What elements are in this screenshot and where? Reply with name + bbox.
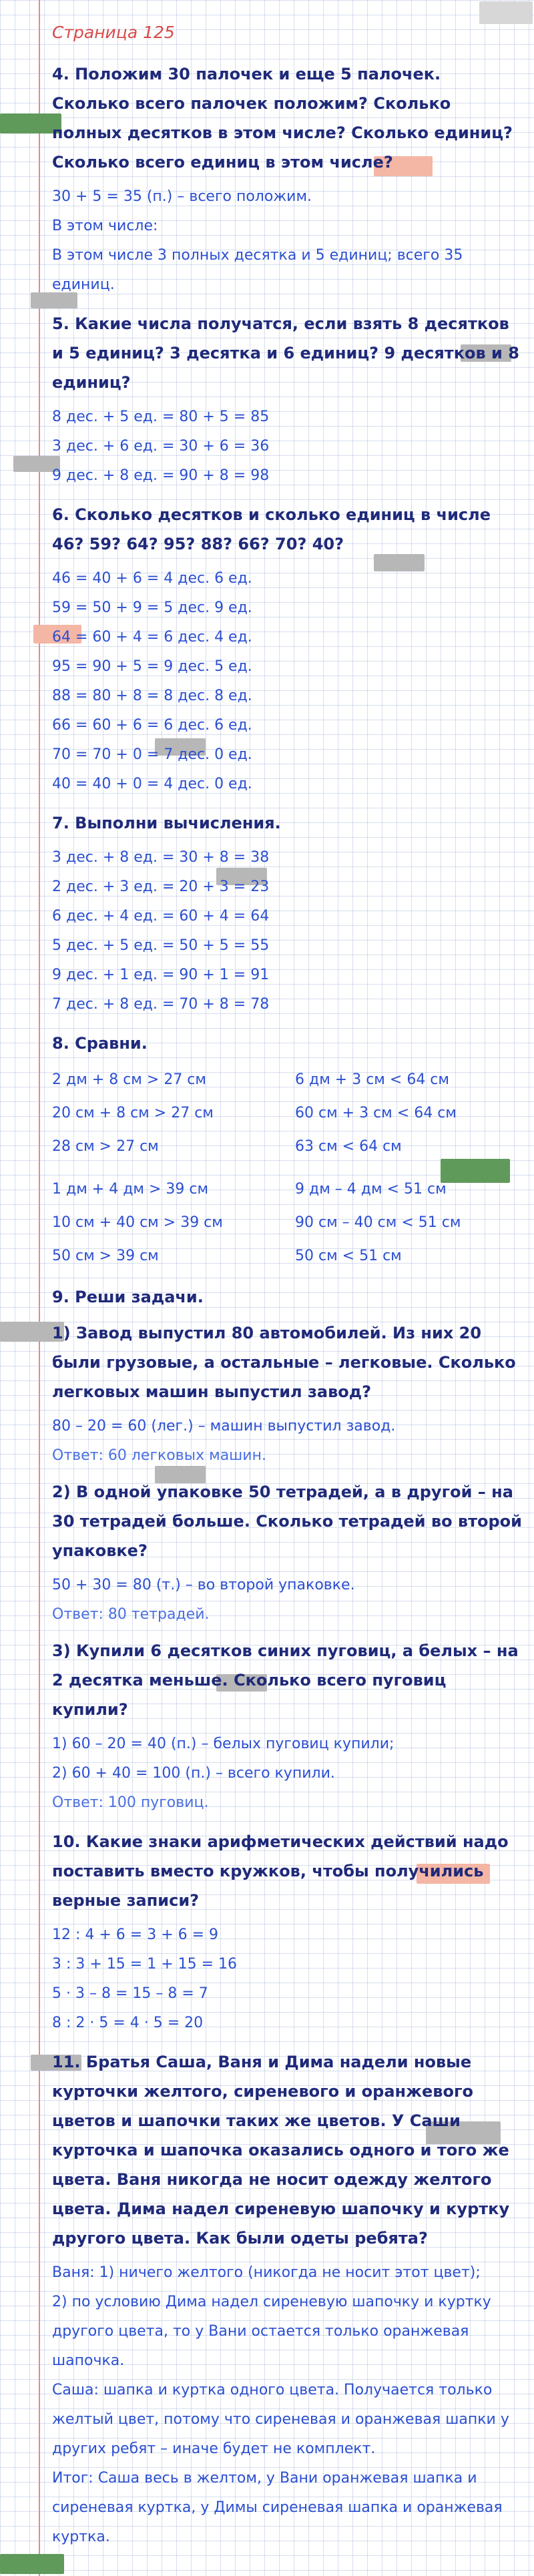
solution-line: 59 = 50 + 9 = 5 дес. 9 ед.: [52, 599, 252, 616]
solution-line: Саша: шапка и куртка одного цвета. Получается только желтый цвет, потому что сиреневая и оранжевая шапки у других ребят – иначе будет не комплект.: [52, 2382, 509, 2457]
page-title: Страница 125: [52, 23, 175, 42]
task-8-block: [52, 1029, 522, 1273]
solution-line: 9 дес. + 1 ед. = 90 + 1 = 91: [52, 967, 270, 983]
solution-line: 95 = 90 + 5 = 9 дес. 5 ед.: [52, 658, 252, 675]
comparison-right: 9 дм – 4 дм < 51 см: [295, 1181, 447, 1198]
solution-line: 2) 60 + 40 = 100 (п.) – всего купили.: [52, 1765, 335, 1782]
solution-line: 2 дес. + 3 ед. = 20 + 3 = 23: [52, 878, 270, 895]
solution-line: 70 = 70 + 0 = 7 дес. 0 ед.: [52, 746, 252, 763]
task-11-block: [52, 2047, 522, 2552]
task-6-block: [52, 500, 522, 799]
solution-line: 64 = 60 + 4 = 6 дес. 4 ед.: [52, 629, 252, 646]
task-question: 6. Сколько десятков и сколько единиц в числе 46? 59? 64? 95? 88? 66? 70? 40?: [52, 505, 491, 553]
solution-line: 2) по условию Дима надел сиреневую шапочку и куртку другого цвета, то у Вани остается только оранжевая шапочка.: [52, 2294, 491, 2369]
solution-line: В этом числе:: [52, 218, 158, 234]
comparison-grid: [52, 1063, 522, 1164]
comparison-right: 63 см < 64 см: [295, 1138, 402, 1155]
solution-line: 8 дес. + 5 ед. = 80 + 5 = 85: [52, 409, 270, 425]
task-9-block: [52, 1282, 522, 1818]
comparison-right: 6 дм + 3 см < 64 см: [295, 1071, 449, 1088]
task-question: 11. Братья Саша, Ваня и Дима надели новые курточки желтого, сиреневого и оранжевого цветов и шапочки таких же цветов. У Саши курточка и шапочка оказались одного и того же цвета. Ваня никогда не носит одежду желтого цвета. Дима надел сиреневую шапочку и куртку другого цвета. Как были одеты ребята?: [52, 2053, 510, 2248]
decorative-stripe: [479, 1, 533, 24]
solution-line: Итог: Саша весь в желтом, у Вани оранжевая шапка и сиреневая куртка, у Димы сиреневая шапка и оранжевая куртка.: [52, 2470, 503, 2545]
notebook-margin-line: [39, 0, 40, 2576]
solution-line: 3 дес. + 8 ед. = 30 + 8 = 38: [52, 849, 270, 866]
solution-line: 46 = 40 + 6 = 4 дес. 6 ед.: [52, 570, 252, 587]
answer-line: Ответ: 100 пуговиц.: [52, 1794, 209, 1811]
comparison-left: 10 см + 40 см > 39 см: [52, 1214, 223, 1231]
solution-line: 50 + 30 = 80 (т.) – во второй упаковке.: [52, 1577, 355, 1593]
task-question: 9. Реши задачи.: [52, 1288, 204, 1306]
answer-line: Ответ: 60 легковых машин.: [52, 1447, 266, 1464]
comparison-right: 50 см < 51 см: [295, 1248, 402, 1264]
task-question: 10. Какие знаки арифметических действий надо поставить вместо кружков, чтобы получились верные записи?: [52, 1832, 509, 1910]
solution-line: 66 = 60 + 6 = 6 дес. 6 ед.: [52, 717, 252, 734]
solution-line: 30 + 5 = 35 (п.) – всего положим.: [52, 188, 312, 205]
solution-line: 9 дес. + 8 ед. = 90 + 8 = 98: [52, 467, 270, 484]
solution-line: 40 = 40 + 0 = 4 дес. 0 ед.: [52, 776, 252, 792]
solution-line: 80 – 20 = 60 (лег.) – машин выпустил завод.: [52, 1418, 396, 1435]
solution-line: 3 : 3 + 15 = 1 + 15 = 16: [52, 1956, 238, 1973]
solution-line: 5 дес. + 5 ед. = 50 + 5 = 55: [52, 937, 270, 954]
task-10-block: [52, 1827, 522, 2038]
solution-line: 8 : 2 · 5 = 4 · 5 = 20: [52, 2015, 204, 2031]
task-question: 7. Выполни вычисления.: [52, 814, 281, 832]
comparison-left: 20 см + 8 см > 27 см: [52, 1105, 214, 1121]
solution-line: 12 : 4 + 6 = 3 + 6 = 9: [52, 1926, 219, 1943]
solution-line: Ваня: 1) ничего желтого (никогда не носит этот цвет);: [52, 2264, 481, 2281]
solution-line: 3 дес. + 6 ед. = 30 + 6 = 36: [52, 438, 270, 455]
solution-line: 5 · 3 – 8 = 15 – 8 = 7: [52, 1985, 208, 2002]
task-4-block: [52, 59, 522, 300]
task-7-block: [52, 808, 522, 1019]
solution-line: В этом числе 3 полных десятка и 5 единиц; всего 35 единиц.: [52, 247, 463, 293]
comparison-left: 2 дм + 8 см > 27 см: [52, 1071, 206, 1088]
problem-text: 3) Купили 6 десятков синих пуговиц, а белых – на 2 десятка меньше. Сколько всего пуговиц купили?: [52, 1641, 519, 1719]
comparison-right: 60 см + 3 см < 64 см: [295, 1105, 457, 1121]
task-question: 5. Какие числа получатся, если взять 8 десятков и 5 единиц? 3 десятка и 6 единиц? 9 десятков и 8 единиц?: [52, 314, 519, 392]
comparison-left: 50 см > 39 см: [52, 1248, 159, 1264]
comparison-grid: [52, 1173, 522, 1273]
answer-line: Ответ: 80 тетрадей.: [52, 1606, 210, 1623]
solution-line: 88 = 80 + 8 = 8 дес. 8 ед.: [52, 688, 252, 704]
solution-line: 6 дес. + 4 ед. = 60 + 4 = 64: [52, 908, 270, 925]
comparison-right: 90 см – 40 см < 51 см: [295, 1214, 461, 1231]
problem-text: 1) Завод выпустил 80 автомобилей. Из них 20 были грузовые, а остальные – легковые. Сколько легковых машин выпустил завод?: [52, 1324, 516, 1401]
comparison-left: 1 дм + 4 дм > 39 см: [52, 1181, 209, 1198]
page-content: [52, 23, 522, 2561]
task-question: 8. Сравни.: [52, 1034, 148, 1053]
comparison-left: 28 см > 27 см: [52, 1138, 159, 1155]
task-5-block: [52, 309, 522, 491]
problem-text: 2) В одной упаковке 50 тетрадей, а в другой – на 30 тетрадей больше. Сколько тетрадей во второй упаковке?: [52, 1483, 522, 1560]
task-question: 4. Положим 30 палочек и еще 5 палочек. Сколько всего палочек положим? Сколько полных десятков в этом числе? Сколько единиц? Сколько всего единиц в этом числе?: [52, 65, 513, 172]
solution-line: 7 дес. + 8 ед. = 70 + 8 = 78: [52, 996, 270, 1013]
solution-line: 1) 60 – 20 = 40 (п.) – белых пуговиц купили;: [52, 1736, 394, 1752]
